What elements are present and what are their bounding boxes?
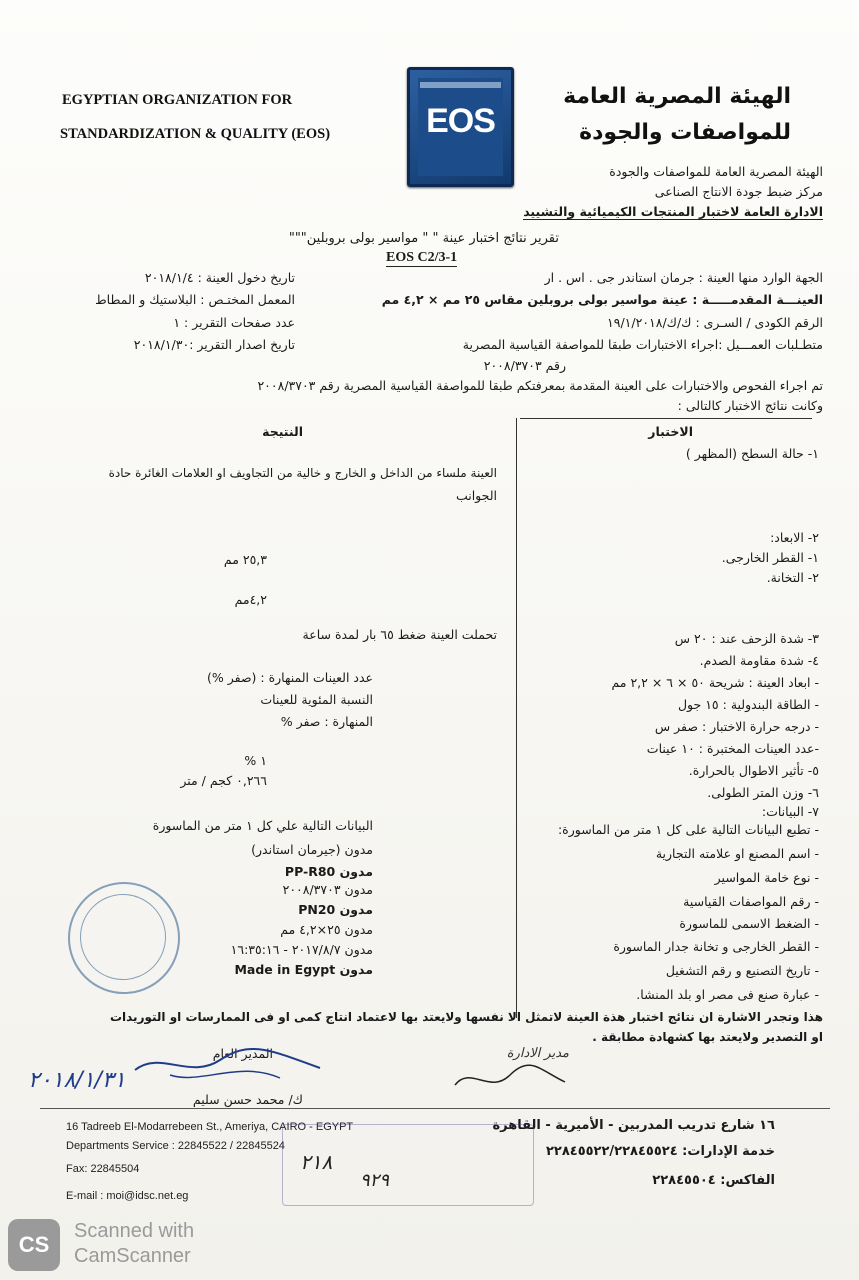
footer-services-ar: خدمة الإدارات: ٢٢٨٤٥٥٢٢/٢٢٨٤٥٥٢٤ [545, 1144, 775, 1159]
result-item: عدد العينات المنهارة : (صفر %) [207, 670, 373, 685]
result-item: ١ % [244, 753, 267, 768]
result-item: تحملت العينة ضغط ٦٥ بار لمدة ساعة [302, 627, 497, 642]
note-line1: هذا وتجدر الاشارة ان نتائج اختبار هذة العينة لاتمثل الا نفسها ولايعتد بها لاعتماد انتاج كمى او فى الممارسات او التوريدات [109, 1010, 823, 1024]
header-result: النتيجة [262, 424, 303, 439]
stamp-number2: ٩٢٩ [360, 1170, 390, 1191]
result-item: المنهارة : صفر % [280, 714, 373, 729]
test-item: - تاريخ التصنيع و رقم التشغيل [665, 963, 819, 978]
result-item: البيانات التالية علي كل ١ متر من الماسورة [152, 818, 373, 833]
field-lab: المعمل المختـص : البلاستيك و المطاط [95, 292, 295, 307]
test-item: -عدد العينات المختبرة : ١٠ عينات [646, 741, 819, 756]
result-item: ٤,٢مم [234, 592, 267, 607]
intro-line1: تم اجراء الفحوص والاختبارات على العينة المقدمة بمعرفتكم طبقا للمواصفة القياسية المصرية رقم ٢٠٠٨/٣٧٠٣ [257, 378, 823, 393]
footer-address-ar: ١٦ شارع تدريب المدربين - الأميرية - القاهرة [492, 1118, 775, 1133]
test-item: - القطر الخارجى و تخانة جدار الماسورة [613, 939, 819, 954]
director-signature [450, 1060, 570, 1100]
footer-dept-service-en: Departments Service : 22845522 / 22845524 [66, 1140, 285, 1152]
footer-fax-en: Fax: 22845504 [66, 1163, 140, 1175]
stamp-number: ٢١٨ [300, 1150, 333, 1174]
result-item: مدون ٢٠١٧/٨/٧ - ١٦:٣٥:١٦ [230, 942, 373, 957]
test-item: ٢- التخانة. [766, 570, 819, 585]
ar-org-line1: الهيئة المصرية العامة [563, 84, 791, 109]
footer-fax-ar: الفاكس: ٢٢٨٤٥٥٠٤ [652, 1173, 775, 1188]
result-item: مدون ٢٥×٤,٢ مم [280, 922, 373, 937]
field-pages: عدد صفحات التقرير : ١ [173, 315, 295, 330]
camscanner-line2: CamScanner [74, 1245, 191, 1267]
camscanner-line1: Scanned with [74, 1220, 195, 1242]
sub-line3: الادارة العامة لاختبار المنتجات الكيميائية والتشييد [523, 204, 823, 219]
manager-signature [130, 1040, 330, 1090]
test-item: ٥- تأثير الاطوال بالحرارة. [688, 763, 819, 778]
test-item: - اسم المصنع او علامته التجارية [655, 846, 819, 861]
test-item: - عبارة صنع فى مصر او بلد المنشا. [636, 987, 819, 1002]
test-item: - ابعاد العينة : شريحة ٥٠ × ٦ × ٢,٢ مم [611, 675, 819, 690]
test-item: - درجه حرارة الاختبار : صفر س [654, 719, 819, 734]
ar-org-line2: للمواصفات والجودة [579, 120, 791, 145]
test-item: ٣- شدة الزحف عند : ٢٠ س [674, 631, 819, 646]
footer-rule [40, 1108, 830, 1109]
result-item: مدون PP-R80 [284, 864, 373, 879]
test-item: ١- حالة السطح (المظهر ) [685, 446, 819, 461]
manager-title: المدير العام [212, 1046, 273, 1061]
result-item: ٢٥,٣ مم [223, 552, 267, 567]
result-item: العينة ملساء من الداخل و الخارج و خالية من التجاويف او العلامات الغائرة حادة [108, 466, 497, 480]
test-item: ٦- وزن المتر الطولى. [707, 785, 819, 800]
test-item: - الطاقة البندولية : ١٥ جول [677, 697, 819, 712]
field-code: الرقم الكودى / السـرى : ك/ك/١٩/١/٢٠١٨ [607, 315, 823, 330]
sub-line2: مركز ضبط جودة الانتاج الصناعى [654, 184, 823, 199]
table-top-line [520, 418, 812, 419]
test-item: - نوع خامة المواسير [714, 870, 819, 885]
test-item: ٧- البيانات: [761, 804, 819, 819]
test-item: ٤- شدة مقاومة الصدم. [699, 653, 819, 668]
field-standard-no: رقم ٢٠٠٨/٣٧٠٣ [483, 358, 566, 373]
handwritten-date: ٢٠١٨/١/٣١ [28, 1068, 126, 1093]
result-item: ٠,٢٦٦ كجم / متر [180, 773, 267, 788]
result-item: مدون Made in Egypt [234, 962, 373, 977]
field-requirements: متطـلبات العمـــيل :اجراء الاختبارات طبقا للمواصفة القياسية المصرية [462, 337, 823, 352]
round-stamp-inner [80, 894, 166, 980]
test-item: ١- القطر الخارجى. [721, 550, 819, 565]
intro-line2: وكانت نتائج الاختبار كالتالى : [677, 398, 823, 413]
test-item: - الضغط الاسمى للماسورة [679, 916, 819, 931]
result-item: النسبة المئوية للعينات [260, 692, 373, 707]
sub-line1: الهيئة المصرية العامة للمواصفات والجودة [609, 164, 823, 179]
field-entry-date: تاريخ دخول العينة : ٢٠١٨/١/٤ [144, 270, 295, 285]
en-org-line2: STANDARDIZATION & QUALITY (EOS) [60, 126, 331, 142]
result-item: مدون (جيرمان استاندر) [251, 842, 373, 857]
header-test: الاختبار [648, 424, 693, 439]
field-source: الجهة الوارد منها العينة : جرمان استاندر جى . اس . ار [544, 270, 823, 285]
dept-director: مدير الادارة [506, 1046, 569, 1061]
en-org-line1: EGYPTIAN ORGANIZATION FOR [62, 92, 293, 108]
logo-text: EOS [426, 102, 495, 140]
test-item: - رقم المواصفات القياسية [683, 894, 819, 909]
footer-address-en: 16 Tadreeb El-Modarrebeen St., Ameriya, CAIRO - EGYPT [66, 1121, 354, 1133]
camscanner-logo: CS [8, 1219, 60, 1271]
field-sample: العينـــة المقدمـــــة : عينة مواسير بولى بروبلين مقاس ٢٥ مم × ٤,٢ مم [381, 292, 823, 307]
test-item: - تطبع البيانات التالية على كل ١ متر من الماسورة: [557, 822, 819, 837]
field-issue-date: تاريخ اصدار التقرير :٢٠١٨/١/٣٠ [133, 337, 295, 352]
report-code: EOS C2/3-1 [386, 250, 458, 265]
eos-logo [407, 67, 514, 187]
result-item: مدون PN20 [298, 902, 373, 917]
result-item: الجوانب [455, 488, 497, 503]
report-title: تقرير نتائج اختبار عينة " " مواسير بولى بروبلين""" [288, 231, 559, 246]
test-item: ٢- الابعاد: [770, 530, 819, 545]
note-line2: او التصدير ولايعتد بها كشهادة مطابقة . [592, 1030, 823, 1044]
footer-email-en: E-mail : moi@idsc.net.eg [66, 1190, 189, 1202]
table-divider [516, 418, 517, 1018]
result-item: مدون ٢٠٠٨/٣٧٠٣ [282, 882, 373, 897]
manager-name: ك/ محمد حسن سليم [192, 1092, 303, 1107]
